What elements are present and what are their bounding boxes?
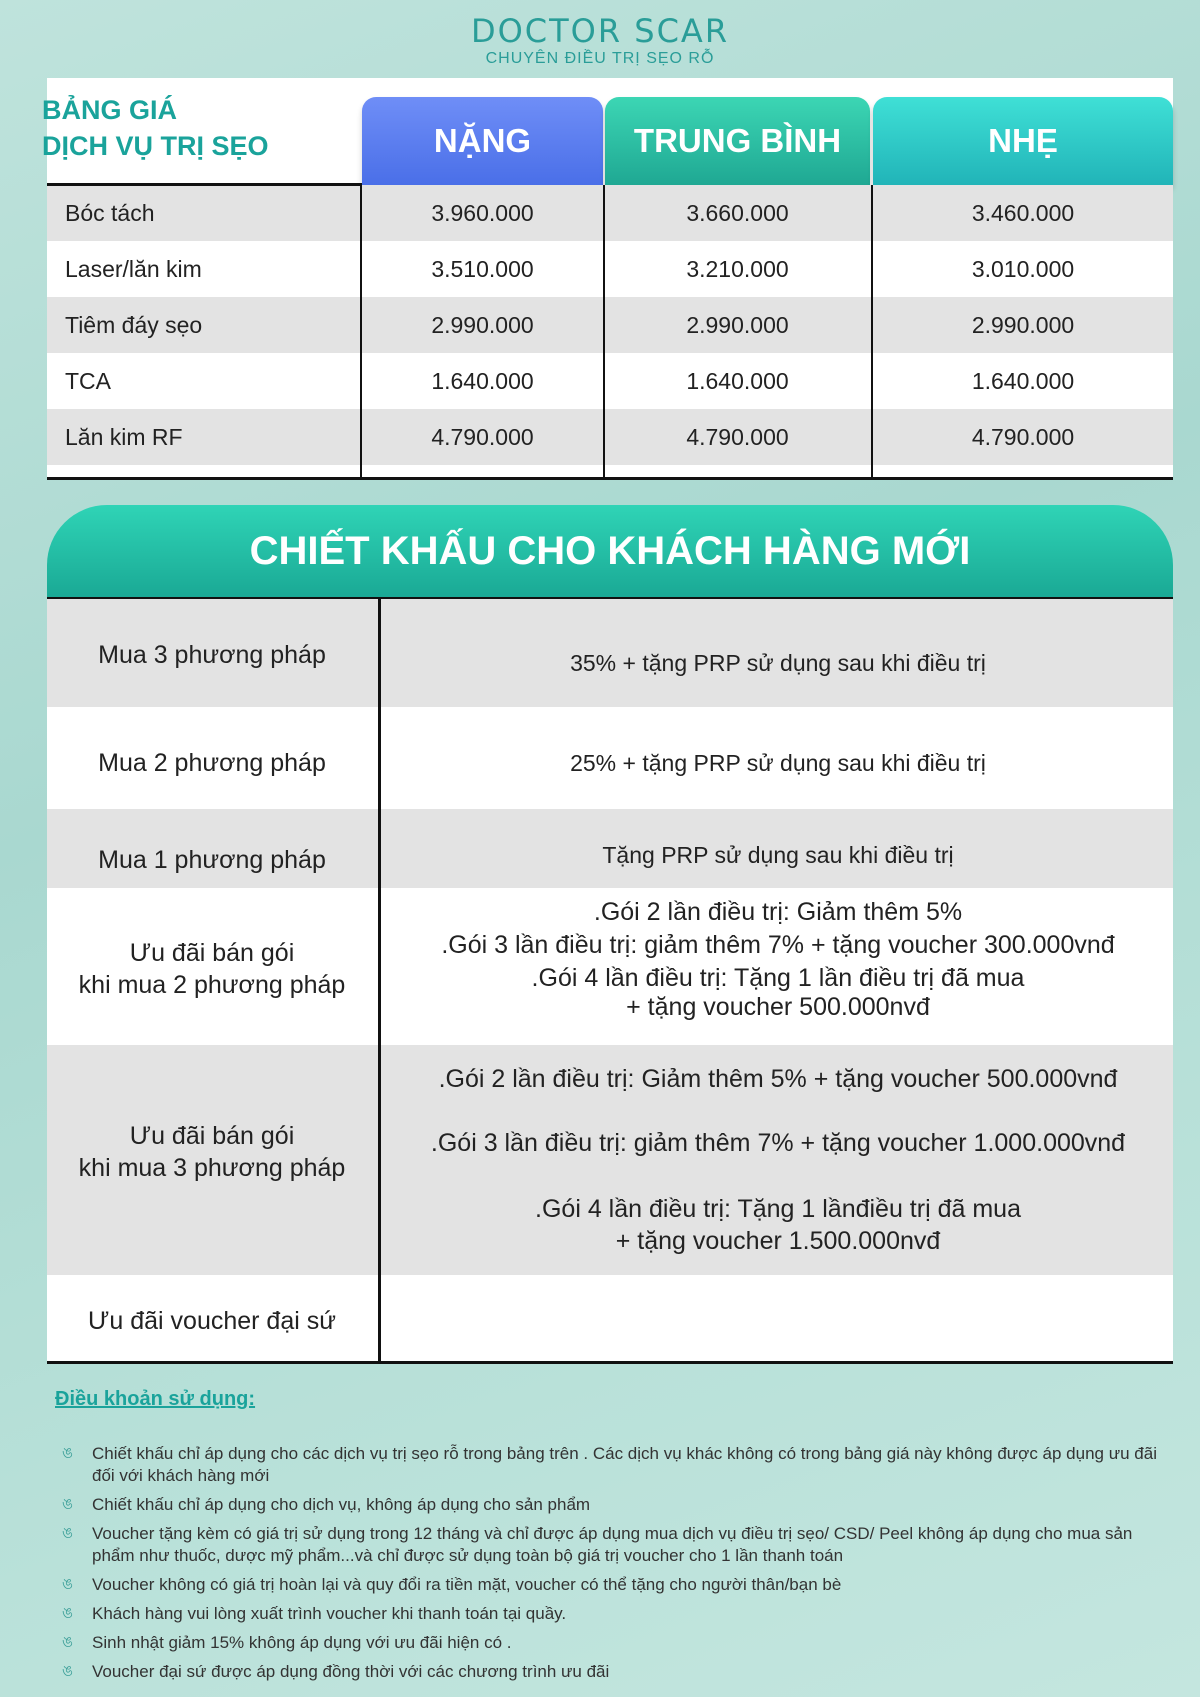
term-text: Chiết khấu chỉ áp dụng cho các dịch vụ trị sẹo rỗ trong bảng trên . Các dịch vụ khác không có trong bảng giá này không được áp dụng ưu đãi đối với khách hàng mới — [92, 1444, 1157, 1485]
discount-label-line1: Ưu đãi bán gói — [129, 1122, 295, 1150]
discount-value-line: .Gói 4 lần điều trị: Tặng 1 lầnđiều trị đã mua — [535, 1195, 1021, 1223]
term-text: Sinh nhật giảm 15% không áp dụng với ưu đãi hiện có . — [92, 1633, 512, 1652]
price-title-line1: BẢNG GIÁ — [42, 95, 177, 125]
term-text: Voucher tặng kèm có giá trị sử dụng trong 12 tháng và chỉ được áp dụng mua dịch vụ điều trị sẹo/ CSD/ Peel không áp dụng cho mua sản phẩm như thuốc, dược mỹ phẩm...và chỉ được sử dụng toàn bộ giá trị voucher cho 1 lần thanh toán — [92, 1524, 1133, 1565]
service-name: Lăn kim RF — [65, 424, 183, 450]
price-light: 3.460.000 — [971, 200, 1075, 226]
table-row — [47, 297, 1173, 353]
price-medium: 3.210.000 — [686, 256, 789, 282]
discount-label — [47, 1120, 377, 1184]
price-divider-2 — [603, 185, 605, 479]
discount-label-line1: Ưu đãi bán gói — [129, 939, 295, 967]
discount-top-rule — [47, 597, 1173, 599]
price-medium: 2.990.000 — [686, 312, 789, 338]
table-row — [47, 241, 1173, 297]
price-medium: 1.640.000 — [686, 368, 789, 394]
bullet-icon: ঙ — [62, 1525, 74, 1542]
price-bottom-rule — [47, 477, 1173, 480]
price-light: 2.990.000 — [971, 312, 1075, 338]
column-header-medium: TRUNG BÌNH — [605, 97, 870, 185]
list-item — [62, 1632, 1172, 1654]
table-row — [47, 1045, 1173, 1275]
terms-title: Điều khoản sử dụng: — [55, 1388, 256, 1410]
table-row — [47, 809, 1173, 888]
price-heavy: 1.640.000 — [431, 368, 534, 394]
service-name: TCA — [65, 368, 111, 394]
table-row — [47, 1275, 1173, 1362]
table-row — [47, 409, 1173, 465]
term-text: Voucher đại sứ được áp dụng đồng thời với các chương trình ưu đãi — [92, 1662, 610, 1681]
list-item — [62, 1574, 1172, 1596]
discount-label: Mua 2 phương pháp — [98, 749, 326, 777]
discount-value-line: .Gói 2 lần điều trị: Giảm thêm 5% + tặng voucher 500.000vnđ — [438, 1065, 1118, 1093]
price-table-body — [47, 185, 1173, 465]
column-header-heavy: NẶNG — [362, 97, 603, 185]
price-light: 4.790.000 — [971, 424, 1075, 450]
list-item — [62, 1523, 1172, 1567]
discount-column-divider — [378, 597, 381, 1362]
bullet-icon: ঙ — [62, 1576, 74, 1593]
discount-value-line: .Gói 4 lần điều trị: Tặng 1 lần điều trị đã mua — [531, 964, 1025, 992]
column-header-light: NHẸ — [873, 97, 1173, 185]
discount-label: Mua 3 phương pháp — [98, 641, 326, 669]
terms-list — [62, 1443, 1172, 1690]
discount-value-line: .Gói 2 lần điều trị: Giảm thêm 5% — [593, 898, 963, 926]
discount-label-line2: khi mua 2 phương pháp — [78, 971, 346, 999]
list-item — [62, 1494, 1172, 1516]
table-row — [47, 888, 1173, 1045]
list-item — [62, 1603, 1172, 1625]
price-heavy: 2.990.000 — [431, 312, 534, 338]
bullet-icon: ঙ — [62, 1634, 74, 1651]
discount-value — [383, 1063, 1173, 1257]
brand-header — [0, 12, 1200, 68]
table-row — [47, 597, 1173, 707]
service-name: Laser/lăn kim — [65, 256, 202, 282]
table-row — [47, 707, 1173, 809]
list-item — [62, 1661, 1172, 1683]
discount-value-line: .Gói 3 lần điều trị: giảm thêm 7% + tặng voucher 300.000vnđ — [441, 931, 1115, 959]
discount-value — [383, 896, 1173, 1024]
discount-table-title: CHIẾT KHẤU CHO KHÁCH HÀNG MỚI — [47, 505, 1173, 597]
bullet-icon: ঙ — [62, 1605, 74, 1622]
discount-label — [47, 937, 377, 1001]
bullet-icon: ঙ — [62, 1445, 74, 1462]
discount-label: Mua 1 phương pháp — [98, 846, 326, 874]
price-divider-3 — [871, 185, 873, 479]
term-text: Voucher không có giá trị hoàn lại và quy đổi ra tiền mặt, voucher có thể tặng cho người thân/bạn bè — [92, 1575, 842, 1594]
price-medium: 3.660.000 — [686, 200, 789, 226]
price-light: 1.640.000 — [971, 368, 1075, 394]
discount-bottom-rule — [47, 1361, 1173, 1364]
table-row — [47, 185, 1173, 241]
discount-label-line2: khi mua 3 phương pháp — [78, 1154, 346, 1182]
discount-value: 35% + tặng PRP sử dụng sau khi điều trị — [570, 650, 986, 676]
brand-tagline: CHUYÊN ĐIỀU TRỊ SẸO RỖ — [485, 50, 715, 67]
discount-value: 25% + tặng PRP sử dụng sau khi điều trị — [570, 750, 986, 776]
table-row — [47, 353, 1173, 409]
list-item — [62, 1443, 1172, 1487]
bullet-icon: ঙ — [62, 1496, 74, 1513]
discount-label: Ưu đãi voucher đại sứ — [88, 1307, 336, 1335]
service-name: Tiêm đáy sẹo — [65, 312, 203, 338]
discount-value-line: .Gói 3 lần điều trị: giảm thêm 7% + tặng voucher 1.000.000vnđ — [430, 1129, 1126, 1157]
price-heavy: 4.790.000 — [431, 424, 534, 450]
price-heavy: 3.510.000 — [431, 256, 534, 282]
service-name: Bóc tách — [65, 200, 155, 226]
term-text: Khách hàng vui lòng xuất trình voucher khi thanh toán tại quầy. — [92, 1604, 567, 1623]
discount-value-line: + tặng voucher 500.000nvđ — [626, 993, 930, 1021]
price-header-rule — [47, 183, 362, 186]
discount-value: Tặng PRP sử dụng sau khi điều trị — [602, 842, 954, 868]
brand-logo-text: DOCTOR SCAR — [470, 12, 730, 50]
price-divider-1 — [360, 185, 362, 479]
price-title-line2: DỊCH VỤ TRỊ SẸO — [42, 131, 269, 161]
term-text: Chiết khấu chỉ áp dụng cho dịch vụ, không áp dụng cho sản phẩm — [92, 1495, 591, 1514]
discount-table-body — [47, 597, 1173, 1362]
bullet-icon: ঙ — [62, 1663, 74, 1680]
price-medium: 4.790.000 — [686, 424, 789, 450]
price-light: 3.010.000 — [971, 256, 1075, 282]
discount-value-line: + tặng voucher 1.500.000nvđ — [615, 1227, 941, 1255]
price-heavy: 3.960.000 — [431, 200, 534, 226]
price-table-title — [42, 92, 342, 164]
